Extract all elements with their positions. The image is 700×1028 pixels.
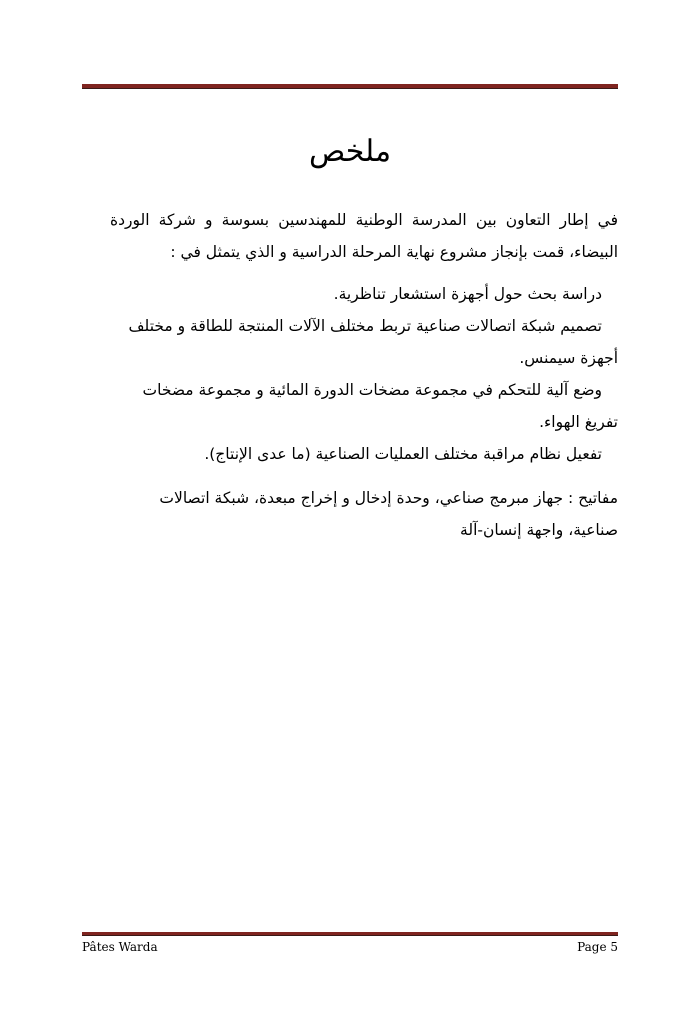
list-item: وضع آلية للتحكم في مجموعة مضخات الدورة المائية و مجموعة مضخات تفريغ الهواء. [142,381,618,431]
abstract-body [110,204,618,546]
intro-paragraph: في إطار التعاون بين المدرسة الوطنية للمهندسين بسوسة و شركة الوردة البيضاء، قمت بإنجاز مشروع نهاية المرحلة الدراسية و الذي يتمثل في : [110,211,618,261]
list-item: تفعيل نظام مراقبة مختلف العمليات الصناعية (ما عدى الإنتاج). [204,445,602,463]
header-rule [82,84,618,89]
footer-page-number: Page 5 [577,940,618,954]
page-title: ملخص [308,134,392,169]
footer-company: Pâtes Warda [82,940,158,954]
list-item: دراسة بحث حول أجهزة استشعار تناظرية. [333,285,602,303]
keywords-paragraph: مفاتيح : جهاز مبرمج صناعي، وحدة إدخال و إخراج مبعدة، شبكة اتصالات صناعية، واجهة إنسان-آلة [159,489,618,539]
footer-rule [82,932,618,936]
list-item: تصميم شبكة اتصالات صناعية تربط مختلف الآلات المنتجة للطاقة و مختلف أجهزة سيمنس. [128,317,618,367]
